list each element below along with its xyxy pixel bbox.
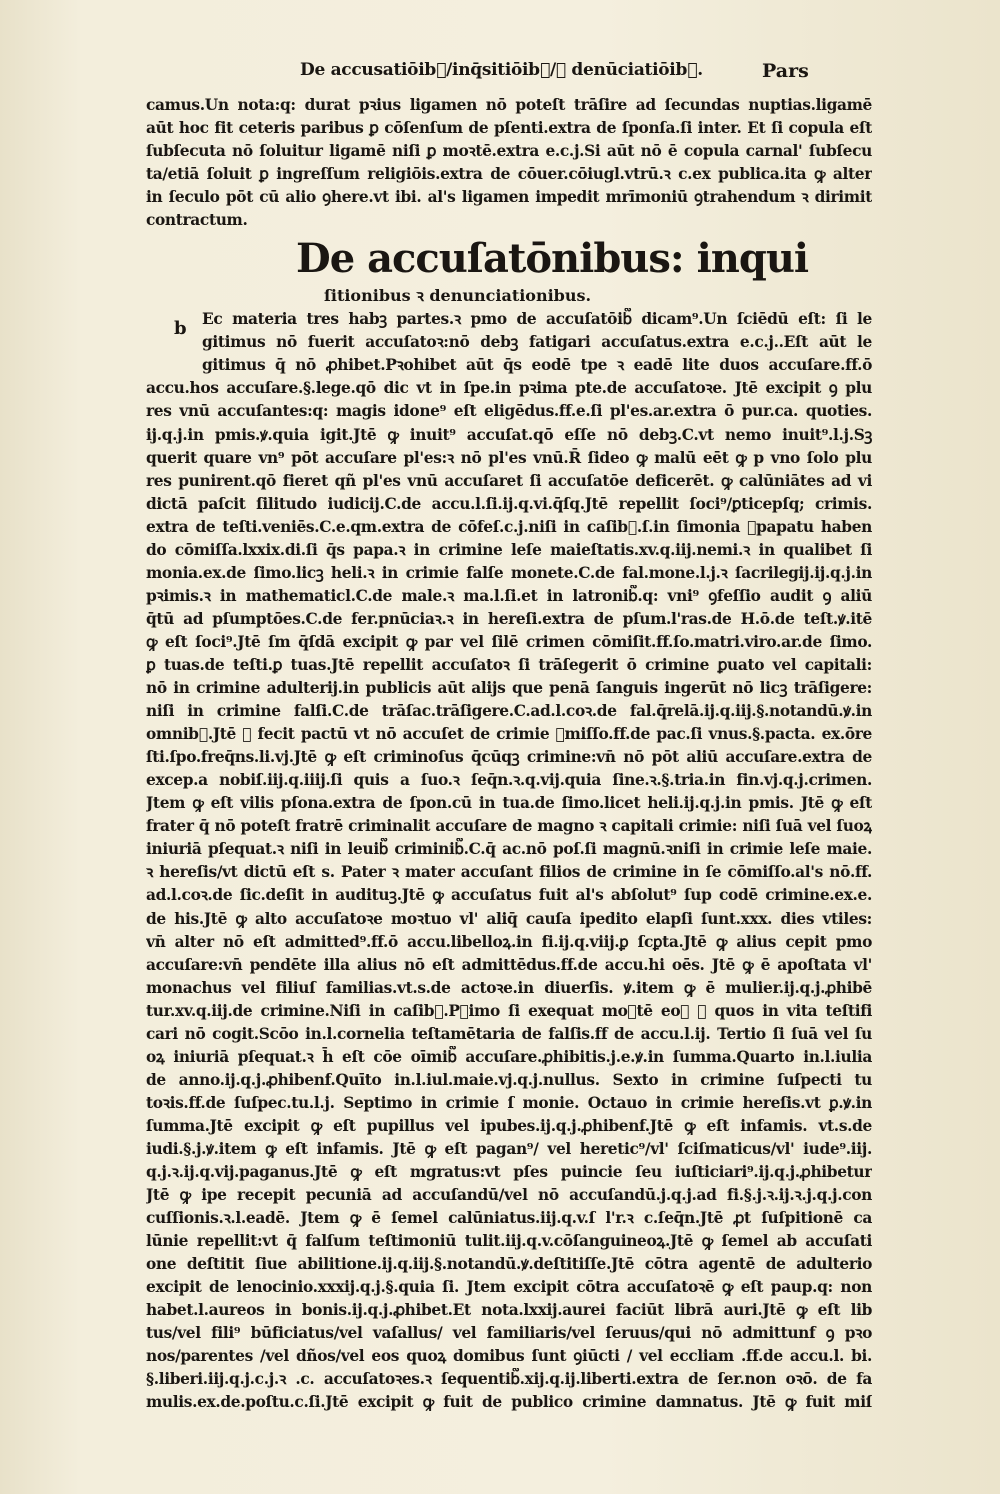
text-line: Jtē ꝙ ipe recepit pecuniā ad accuſandū/vel nō accuſandū.j.q.j.ad fi.§.j.ꝛ.ij.ꝛ.j.q.j.con (146, 1186, 872, 1205)
text-line: iudi.§.j.ꝟ.item ꝙ eſt infamis. Jtē ꝙ eſt pagan⁹/ vel heretic⁹/vl' ſciſmaticus/vl' iude⁹.iij. (146, 1139, 872, 1158)
text-line: ꝛ hereſis/vt dictū eſt s. Pater ꝛ mater accuſant filios de crimine in ſe cōmiſſo.al's nō.ff. (146, 863, 872, 882)
text-line: ſubſecuta nō ſoluitur ligamē niſi ꝑ moꝛtē.extra e.c.j.Si aūt nō ē copula carnal' ſubſecu (146, 142, 872, 161)
text-line: querit quare vn⁹ pōt accuſare pl'es:ꝛ nō pl'es vnū.R̄ ſideo ꝙ malū eēt ꝙ p vno ſolo plu (146, 448, 872, 467)
text-line: mulis.ex.de.poſtu.c.ſi.Jtē excipit ꝙ fuit de publico crimine damnatus. Jtē ꝙ fuit miſ (146, 1393, 872, 1412)
text-line: do cōmiſſa.lxxix.di.ſi q̄s papa.ꝛ in crimine leſe maieſtatis.xv.q.iij.nemi.ꝛ in qualibet ſi (146, 540, 872, 559)
text-line: lūnie repellit:vt q̄ falſum teſtimoniū tulit.iij.q.v.cōſanguineoꝝ.Jtē ꝙ ſemel ab accuſati (146, 1232, 872, 1251)
text-line: habet.l.aureos in bonis.ij.q.j.ꝓhibet.Et nota.lxxij.aurei faciūt librā auri.Jtē ꝙ eſt lib (146, 1301, 872, 1320)
text-line: oꝝ iniuriā pſequat.ꝛ h̄ eſt cōe oīmib᷑ accuſare.ꝓhibitis.j.e.ꝟ.in ſumma.Quarto in.l.iulia (146, 1047, 872, 1066)
text-line: ꝙ eſt ſoci⁹.Jtē ſm q̄ſdā excipit ꝙ par vel ſilē crimen cōmiſit.ff.ſo.matri.viro.ar.de ſimo. (146, 632, 872, 651)
part-label: Pars (762, 60, 809, 82)
text-line: iniuriā pſequat.ꝛ niſi in leuib᷑ criminib᷑.C.q̄ ac.nō poſ.ſi magnū.ꝛniſi in crimie leſe maie. (146, 840, 872, 859)
page-header (0, 60, 1000, 90)
text-line: nō in crimine adulterij.in publicis aūt alijs que penā ſanguis ingerūt nō licꝫ trāſigere: (146, 679, 872, 698)
blank-lower-margin (0, 1390, 1000, 1494)
text-line: ſti.ſpo.freq̄ns.li.vj.Jtē ꝙ eſt criminoſus q̄cūqꝫ crimine:vn̄ nō pōt aliū accuſare.extra de (146, 748, 872, 767)
text-line: vn̄ alter nō eſt admitted⁹.ff.ō accu.libelloꝝ.in fi.ij.q.viij.ꝑ ſcꝑta.Jtē ꝙ alius cepit pmo (146, 932, 872, 951)
text-line: frater q̄ nō poteſt fratrē criminalit accuſare de magno ꝛ capitali crimie: niſi ſuā vel ſuoꝝ (146, 817, 872, 836)
text-line: ij.q.j.in pmis.ꝟ.quia igit.Jtē ꝙ inuit⁹ accuſat.qō eſſe nō debꝫ.C.vt nemo inuit⁹.l.j.Sꝫ (146, 425, 872, 444)
margin-letter: b (174, 318, 187, 339)
text-line: camus.Un nota:q: durat pꝛius ligamen nō poteſt trāſire ad ſecundas nuptias.ligamē (146, 96, 872, 114)
text-line: ſumma.Jtē excipit ꝙ eſt pupillus vel ipubes.ij.q.j.ꝓhibenf.Jtē ꝙ eſt infamis. vt.s.de (146, 1116, 872, 1135)
text-line: extra de teſti.veniēs.C.e.qm.extra de cōfeſ.c.j.niſi in caſib᷑.ſ.in ſimonia ꝑpapatu haben (146, 517, 872, 536)
text-line: de his.Jtē ꝙ alto accuſatoꝛe moꝛtuo vl' aliq̄ cauſa ipedito elapſi ſunt.xxx. dies vtiles: (146, 909, 872, 928)
text-line: de anno.ij.q.j.ꝓhibenf.Quīto in.l.iul.maie.vj.q.j.nullus. Sexto in crimine ſuſpecti tu (146, 1070, 872, 1089)
text-line: toꝛis.ff.de ſuſpec.tu.l.j. Septimo in crimie ſ monie. Octauo in crimie hereſis.vt ꝑ.ꝟ.in (146, 1093, 872, 1112)
text-column (146, 94, 872, 1438)
text-line: res vnū accuſantes:q: magis idone⁹ eſt eligēdus.ff.e.ſi pl'es.ar.extra ō pur.ca. quoties. (146, 402, 872, 421)
text-line: tur.xv.q.iij.de crimine.Niſi in caſib᷑.Pꝛimo ſi exequat moꝛtē eoꝝ ꝯ quos in vita teſtifi (146, 1001, 872, 1020)
text-line: accuſare:vn̄ pendēte illa alius nō eſt admittēdus.ff.de accu.hi oēs. Jtē ꝙ ē apoſtata vl' (146, 955, 872, 974)
text-line: Ec materia tres habꝫ partes.ꝛ pmo de accuſatōib᷑ dicam⁹.Un ſciēdū eſt: ſi le (202, 310, 872, 329)
text-line: contractum. (146, 211, 248, 230)
text-line: one deſtitit ſiue abilitione.ij.q.iij.§.notandū.ꝟ.deſtitiſſe.Jtē cōtra agentē de adulterio (146, 1255, 872, 1274)
text-line: ta/etiā ſoluit ꝑ ingreſſum religiōis.extra de cōuer.cōiugl.vtrū.ꝛ c.ex publica.ita ꝙ alter (146, 165, 872, 184)
body-paragraph (146, 308, 872, 1437)
text-line: §.liberi.iij.q.j.c.j.ꝛ .c. accuſatoꝛes.ꝛ ſequentib᷑.xij.q.ij.liberti.extra de ſer.non oꝛō. de fa (146, 1370, 872, 1389)
text-line: monia.ex.de ſimo.licꝫ heli.ꝛ in crimie falſe monete.C.de fal.mone.l.j.ꝛ ſacrilegij.ij.q.j.in (146, 563, 872, 582)
text-line: gitimus nō fuerit accuſatoꝛ:nō debꝫ fatigari accuſatus.extra e.c.j..Eſt aūt le (202, 333, 872, 352)
text-line: ad.l.coꝛ.de ſic.deſit in audituꝫ.Jtē ꝙ accuſatus fuit al's abſolut⁹ ſup codē crimine.ex.e. (146, 886, 872, 905)
text-line: niſi in crimine falſi.C.de trāſac.trāſigere.C.ad.l.coꝛ.de fal.q̄relā.ij.q.iij.§.notandū.ꝟ.in (146, 702, 872, 721)
section-heading: De accuſatōnibus: inqui (296, 235, 809, 283)
text-line: pꝛimis.ꝛ in mathematicl.C.de male.ꝛ ma.l.ſi.et in latronib᷑.q: vni⁹ ꝯfeſſio audit ꝯ aliū (146, 586, 872, 605)
section-subheading: ſitionibus ꝛ denunciationibus. (324, 286, 592, 306)
text-line: in ſeculo pōt cū alio ꝯhere.vt ibi. al's ligamen impedit mrīmoniū ꝯtrahendum ꝛ dirimit (146, 188, 872, 207)
text-line: tus/vel fili⁹ būficiatus/vel vaſallus/ vel familiaris/vel ſeruus/qui nō admittunf ꝯ pꝛo (146, 1324, 872, 1343)
text-line: excipit de lenocinio.xxxij.q.j.§.quia ſi. Jtem excipit cōtra accuſatoꝛē ꝙ eſt paup.q: non (146, 1278, 872, 1297)
text-line: cari nō cogit.Scōo in.l.cornelia teſtamētaria de falſis.ff de accu.l.ij. Tertio ſi ſuā vel ſu (146, 1024, 872, 1043)
text-line: aūt hoc fit ceteris paribus ꝑ cōſenſum de pſenti.extra de ſponſa.ſi inter. Et ſi copula eſt (146, 119, 872, 138)
text-line: q̄tū ad pſumptōes.C.de fer.pnūciaꝛ.ꝛ in hereſi.extra de pſum.l'ras.de H.ō.de teſt.ꝟ.itē (146, 609, 872, 628)
text-line: cuſſionis.ꝛ.l.eadē. Jtem ꝙ ē ſemel calūniatus.iij.q.v.ſ l'r.ꝛ c.ſeq̄n.Jtē ꝓt ſuſpitionē ca (146, 1209, 872, 1228)
text-line: excep.a nobiſ.iij.q.iiij.ſi quis a ſuo.ꝛ ſeq̄n.ꝛ.q.vij.quia ſine.ꝛ.§.tria.in fin.vj.q.j.crimen. (146, 771, 872, 790)
running-title: De accusatiōib᷑/inq̄sitiōib᷑/ꝛ denūciatiōib᷑. (300, 60, 703, 80)
text-line: ꝑ tuas.de teſti.ꝑ tuas.Jtē repellit accuſatoꝛ ſi trāſegerit ō crimine ꝑuato vel capitali: (146, 655, 872, 674)
intro-paragraph (146, 94, 872, 232)
text-line: gitimus q̄ nō ꝓhibet.Pꝛohibet aūt q̄s eodē tpe ꝛ eadē lite duos accuſare.ff.ō (202, 356, 872, 375)
text-line: res punirent.qō fieret qñ pl'es vnū accuſaret ſi accuſatōe deficerēt. ꝙ calūniātes ad vi (146, 471, 872, 490)
text-line: nos/parentes /vel dños/vel eos quoꝝ domibus ſunt ꝯiūcti / vel eccliam .ff.de accu.l. bi. (146, 1347, 872, 1366)
text-line: monachus vel filiuſ familias.vt.s.de actoꝛe.in diuerſis. ꝟ.item ꝙ ē mulier.ij.q.j.ꝓhibē (146, 978, 872, 997)
text-line: dictā paſcit ſilitudo iudicij.C.de accu.l.ſi.ij.q.vi.q̄ſq.Jtē repellit ſoci⁹/ꝑticepſq; crimis. (146, 494, 872, 513)
text-line: accu.hos accuſare.§.lege.qō dic vt in ſpe.in pꝛima pte.de accuſatoꝛe. Jtē excipit ꝯ plu (146, 379, 872, 398)
text-line: q.j.ꝛ.ij.q.vij.paganus.Jtē ꝙ eſt mgratus:vt pſes puincie ſeu iuſticiari⁹.ij.q.j.ꝓhibetur (146, 1163, 872, 1182)
text-line: omnib᷑.Jtē ꝙ fecit pactū vt nō accuſet de crimie ꝯmiſſo.ff.de pac.ſi vnus.§.pacta. ex.ōre (146, 725, 872, 744)
text-line: Jtem ꝙ eſt vilis pſona.extra de ſpon.cū in tua.de ſimo.licet heli.ij.q.j.in pmis. Jtē ꝙ eſt (146, 794, 872, 813)
